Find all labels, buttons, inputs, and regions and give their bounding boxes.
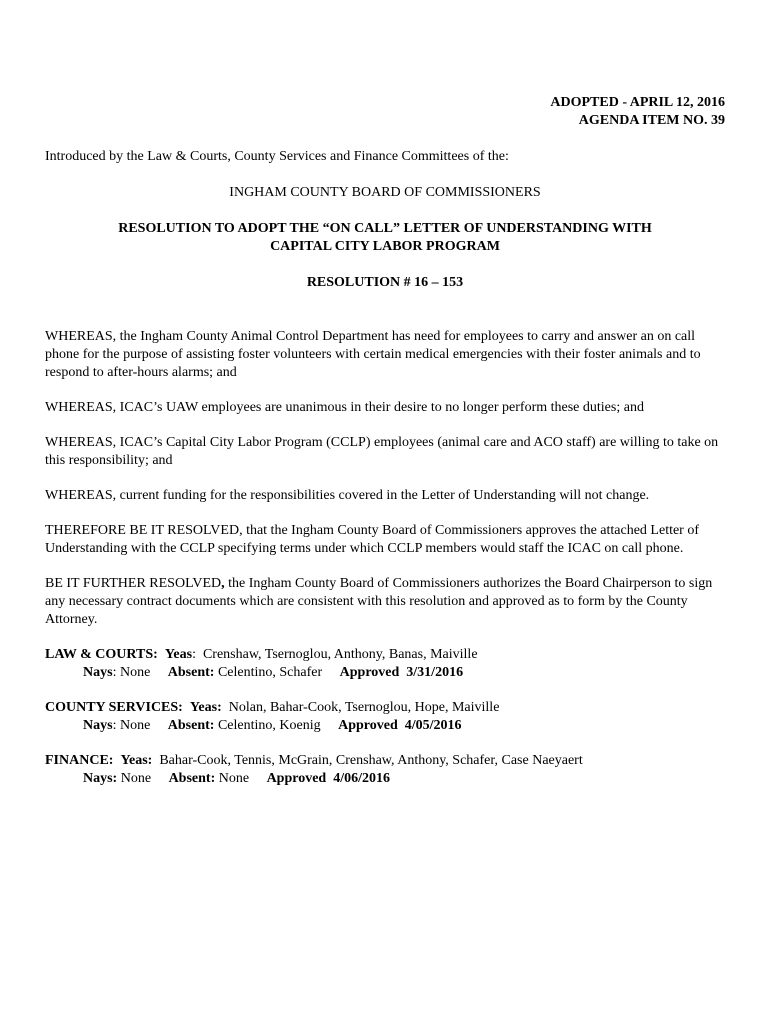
nays-names: None [120, 771, 152, 786]
absent-label: Absent: [167, 718, 215, 733]
yeas-names: Nolan, Bahar-Cook, Tsernoglou, Hope, Maiville [228, 700, 500, 715]
yeas-label: Yeas: [189, 700, 222, 715]
approved-date: Approved 4/06/2016 [266, 771, 390, 786]
further-resolved-lead: BE IT FURTHER RESOLVED [45, 576, 222, 591]
whereas-paragraph: WHEREAS, current funding for the responsibilities covered in the Letter of Understanding will not change. [45, 488, 650, 503]
yeas-names: Bahar-Cook, Tennis, McGrain, Crenshaw, Anthony, Schafer, Case Naeyaert [159, 753, 583, 768]
approved-date: Approved 4/05/2016 [338, 718, 462, 733]
absent-names: None [218, 771, 250, 786]
further-resolved-text: the Ingham County Board of Commissioners authorizes the Board Chairperson to sign any necessary contract documents which are consistent with this resolution and approved as to form by the County Attorney. [45, 576, 713, 627]
resolution-title-line-2: CAPITAL CITY LABOR PROGRAM [270, 239, 500, 254]
absent-label: Absent: [168, 771, 216, 786]
document-header [45, 94, 725, 130]
vote-yeas-line [45, 646, 725, 664]
yeas-label: Yeas: [120, 753, 153, 768]
resolution-number: RESOLUTION # 16 – 153 [306, 275, 464, 290]
nays-label: Nays: [83, 771, 118, 786]
introduced-by: Introduced by the Law & Courts, County Services and Finance Committees of the: [45, 149, 509, 164]
absent-label: Absent: [167, 665, 215, 680]
resolution-document [45, 94, 725, 788]
resolution-body [45, 328, 725, 629]
absent-names: Celentino, Schafer [217, 665, 323, 680]
nays-label: Nays [83, 718, 113, 733]
absent-names: Celentino, Koenig [217, 718, 321, 733]
yeas-label: Yeas [164, 647, 193, 662]
whereas-paragraph: WHEREAS, ICAC’s Capital City Labor Program (CCLP) employees (animal care and ACO staff) are willing to take on this responsibility; and [45, 435, 719, 468]
approved-date: Approved 3/31/2016 [339, 665, 464, 680]
board-name: INGHAM COUNTY BOARD OF COMMISSIONERS [229, 185, 541, 200]
adopted-date: ADOPTED - APRIL 12, 2016 [550, 95, 725, 110]
vote-nays-line [45, 770, 725, 788]
nays-label: Nays [83, 665, 113, 680]
vote-nays-line: Nays: None Absent: Celentino, Schafer Approved 3/31/2016 [83, 665, 464, 680]
committee-vote [45, 752, 725, 788]
committee-name: FINANCE: [45, 753, 114, 768]
whereas-paragraph: WHEREAS, ICAC’s UAW employees are unanimous in their desire to no longer perform these duties; and [45, 400, 644, 415]
vote-nays-line: Nays: None Absent: Celentino, Koenig Approved 4/05/2016 [83, 718, 462, 733]
committee-vote [45, 646, 725, 682]
nays-names: None [119, 665, 151, 680]
yeas-separator: : [192, 647, 196, 662]
vote-yeas-line [45, 699, 725, 717]
resolution-title-line-1: RESOLUTION TO ADOPT THE “ON CALL” LETTER OF UNDERSTANDING WITH [118, 221, 652, 236]
agenda-item-number: AGENDA ITEM NO. 39 [578, 113, 725, 128]
committee-name: LAW & COURTS: [45, 647, 158, 662]
whereas-paragraph: WHEREAS, the Ingham County Animal Control Department has need for employees to carry and answer an on call phone for the purpose of assisting foster volunteers with certain medical emergencies with their foster animals and to respond to after-hours alarms; and [45, 329, 701, 380]
further-resolved-comma: , [221, 576, 225, 591]
yeas-names: Crenshaw, Tsernoglou, Anthony, Banas, Maiville [202, 647, 478, 662]
further-resolved-paragraph [45, 575, 725, 629]
committee-name: COUNTY SERVICES: [45, 700, 183, 715]
resolution-title [45, 220, 725, 256]
committee-vote [45, 699, 725, 735]
nays-names: None [119, 718, 151, 733]
vote-yeas-line [45, 752, 725, 770]
resolved-paragraph: THEREFORE BE IT RESOLVED, that the Ingham County Board of Commissioners approves the attached Letter of Understanding with the CCLP specifying terms under which CCLP members would staff the ICAC on call phone. [45, 523, 700, 556]
